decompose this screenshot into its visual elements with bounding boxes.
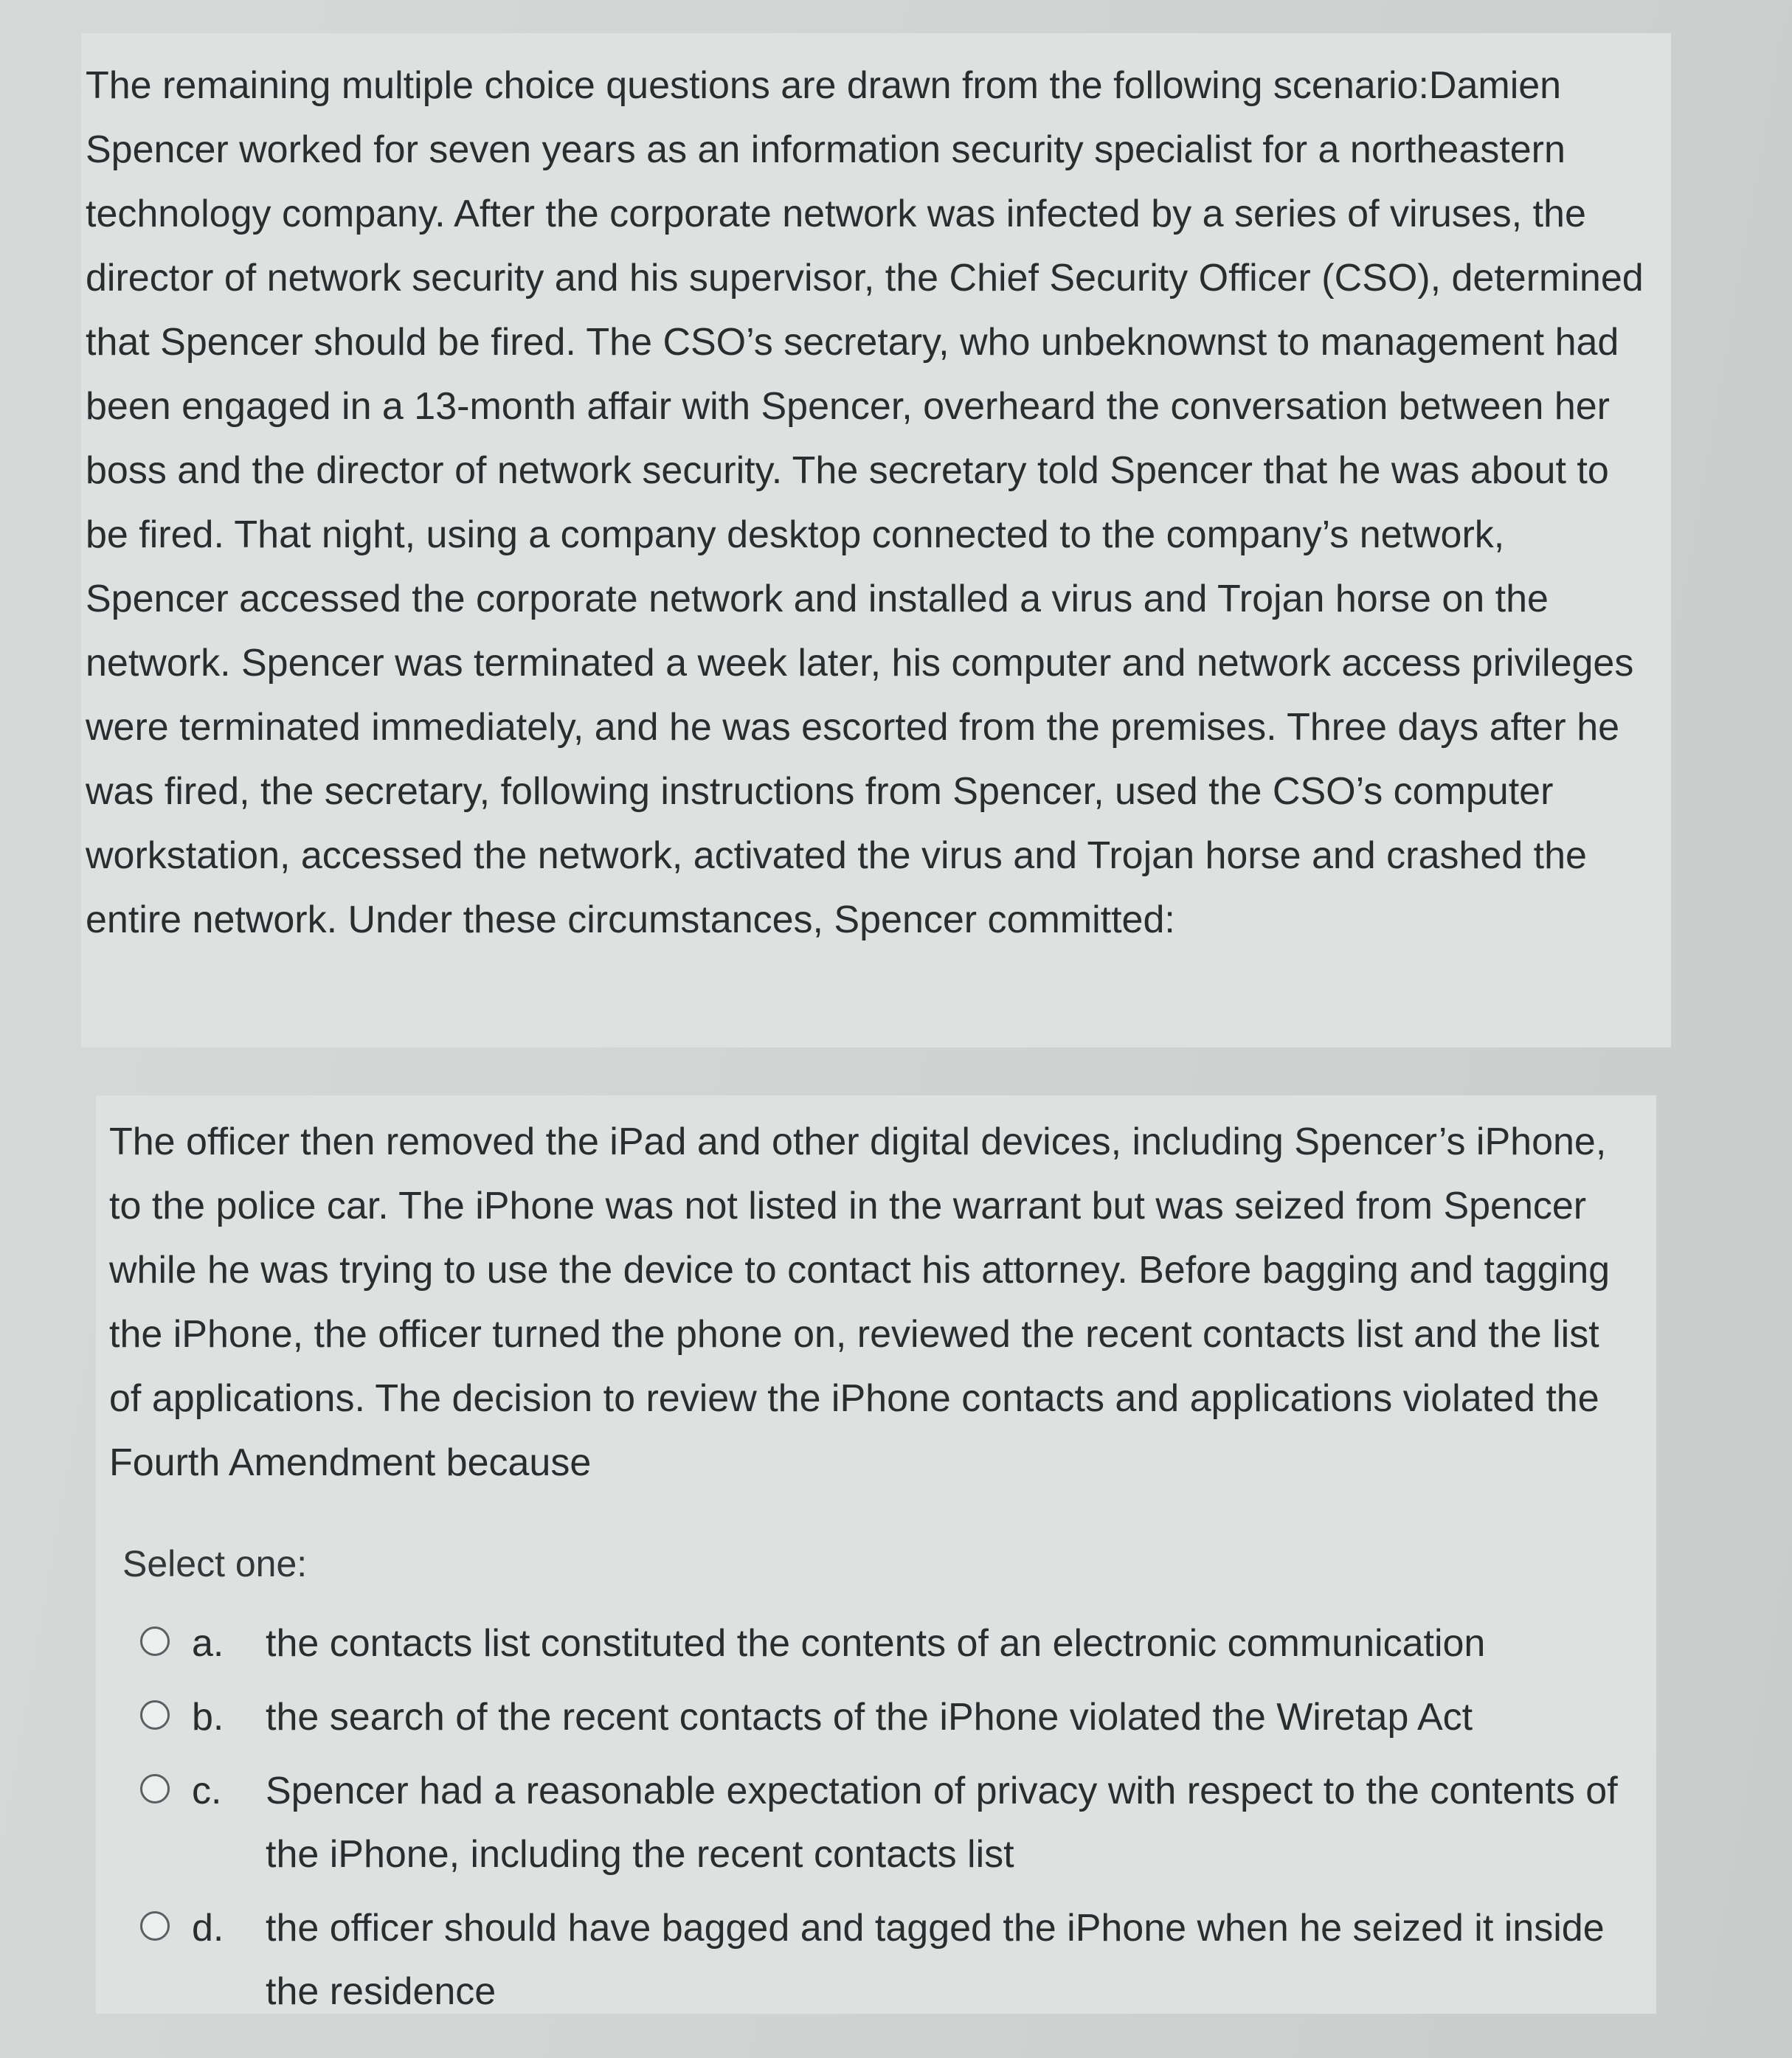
option-letter: b. [192, 1696, 224, 1739]
option-letter: c. [192, 1770, 222, 1812]
radio-button-c[interactable] [140, 1774, 170, 1804]
scenario-panel [81, 33, 1671, 1047]
radio-button-b[interactable] [140, 1700, 170, 1730]
option-a[interactable] [140, 1612, 1638, 1675]
option-label[interactable]: Spencer had a reasonable expectation of privacy with respect to the contents of the iPhone, including the recent contacts list [266, 1770, 1618, 1876]
option-label[interactable]: the contacts list constituted the contents of an electronic communication [266, 1622, 1486, 1665]
option-c[interactable] [140, 1759, 1638, 1886]
radio-button-a[interactable] [140, 1626, 170, 1656]
question-text: The officer then removed the iPad and other digital devices, including Spencer’s iPhone, to the police car. The iPhone was not listed in the warrant but was seized from Spencer while he was trying to use the device to contact his attorney. Before bagging and tagging the iPhone, the officer turned the phone on, reviewed the recent contacts list and the list of applications. The decision to review the iPhone contacts and applications violated the Fourth Amendment because [109, 1120, 1611, 1484]
option-label[interactable]: the search of the recent contacts of the iPhone violated the Wiretap Act [266, 1696, 1473, 1739]
answer-options [140, 1612, 1638, 2034]
question-panel [96, 1095, 1656, 2014]
select-one-label: Select one: [122, 1543, 308, 1584]
radio-button-d[interactable] [140, 1911, 170, 1941]
option-letter: a. [192, 1622, 224, 1665]
option-b[interactable] [140, 1685, 1638, 1749]
option-label[interactable]: the officer should have bagged and tagged the iPhone when he seized it inside the residence [266, 1907, 1605, 2013]
option-letter: d. [192, 1907, 224, 1950]
option-d[interactable] [140, 1896, 1638, 2023]
scenario-text: The remaining multiple choice questions are drawn from the following scenario:Damien Spencer worked for seven years as an information security specialist for a northeastern technology company. After the corporate network was infected by a series of viruses, the director of network security and his supervisor, the Chief Security Officer (CSO), determined that Spencer should be fired. The CSO’s secretary, who unbeknownst to management had been engaged in a 13-month affair with Spencer, overheard the conversation between her boss and the director of network security. The secretary told Spencer that he was about to be fired. That night, using a company desktop connected to the company’s network, Spencer accessed the corporate network and installed a virus and Trojan horse on the network. Spencer was terminated a week later, his computer and network access privileges were terminated immediately, and he was escorted from the premises. Three days after he was fired, the secretary, following instructions from Spencer, used the CSO’s computer workstation, accessed the network, activated the virus and Trojan horse and crashed the entire network. Under these circumstances, Spencer committed: [86, 64, 1644, 941]
